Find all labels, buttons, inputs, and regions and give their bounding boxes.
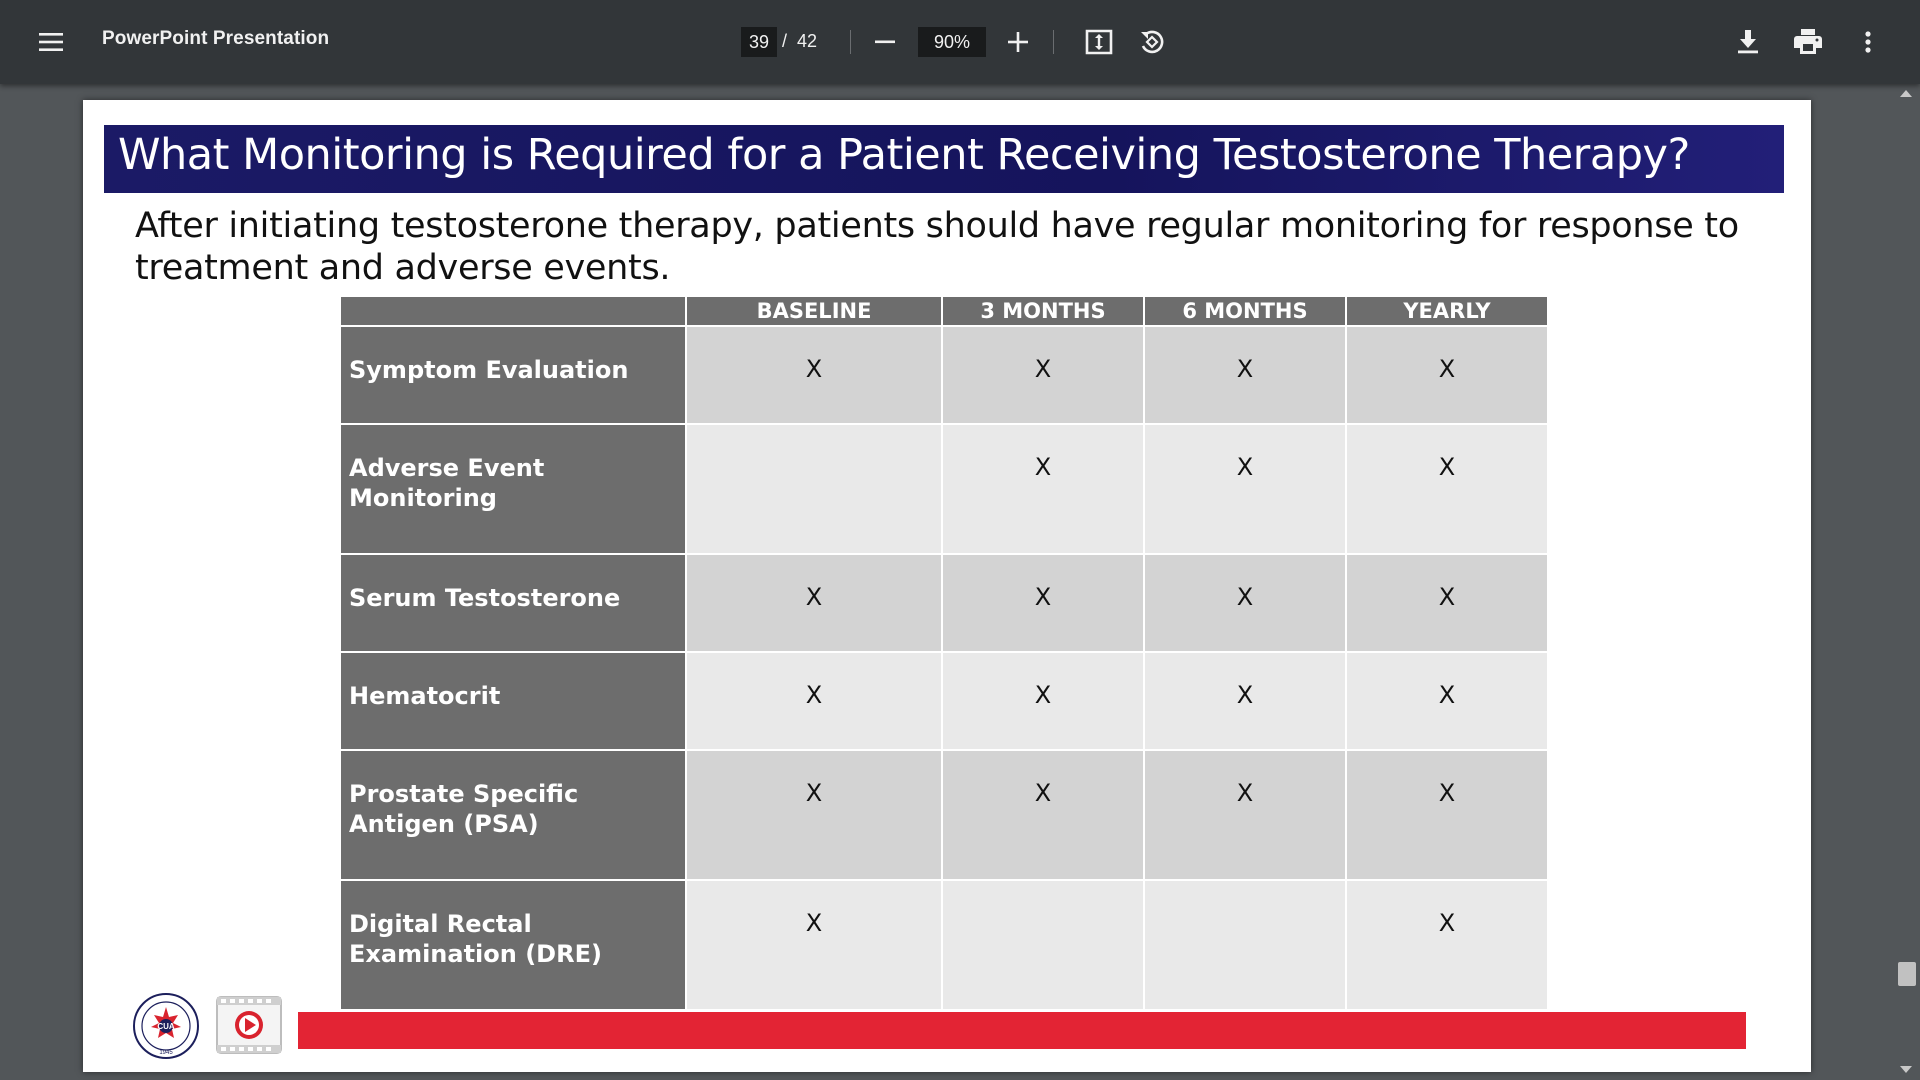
table-cell: X: [1144, 424, 1346, 554]
document-title: PowerPoint Presentation: [102, 28, 330, 49]
menu-icon[interactable]: [32, 22, 72, 62]
zoom-out-button[interactable]: [868, 24, 902, 60]
table-cell: [942, 880, 1144, 1010]
scroll-down-arrow-icon[interactable]: [1900, 1066, 1912, 1073]
slide-intro-text: After initiating testosterone therapy, patients should have regular monitoring for response to treatment and adverse events.: [135, 206, 1739, 288]
row-label: Serum Testosterone: [340, 554, 686, 652]
page-total: 42: [797, 31, 818, 51]
table-cell: [1144, 880, 1346, 1010]
table-row: [340, 326, 1548, 424]
table-cell: X: [686, 652, 942, 750]
table-row: [340, 424, 1548, 554]
print-icon[interactable]: [1788, 22, 1828, 62]
download-icon[interactable]: [1728, 22, 1768, 62]
table-cell: X: [686, 326, 942, 424]
table-cell: X: [942, 652, 1144, 750]
table-header-cell: 3 MONTHS: [942, 296, 1144, 326]
table-cell: X: [1144, 554, 1346, 652]
toolbar-divider: [1053, 30, 1054, 54]
toolbar-divider: [850, 30, 851, 54]
table-cell: X: [942, 750, 1144, 880]
table-cell: X: [686, 750, 942, 880]
table-header-cell: [340, 296, 686, 326]
zoom-input[interactable]: [918, 27, 986, 57]
cua-seal-logo: [133, 993, 199, 1059]
minus-icon: [875, 40, 895, 44]
table-cell: X: [1144, 326, 1346, 424]
more-vert-icon[interactable]: [1848, 22, 1888, 62]
table-cell: X: [1144, 750, 1346, 880]
video-play-icon[interactable]: [216, 996, 282, 1054]
table-row: [340, 652, 1548, 750]
scroll-up-arrow-icon[interactable]: [1900, 90, 1912, 97]
page-separator: /: [782, 31, 788, 51]
table-header-cell: YEARLY: [1346, 296, 1548, 326]
table-header-row: [340, 296, 1548, 326]
table-row: [340, 750, 1548, 880]
table-cell: X: [942, 326, 1144, 424]
page-number-input[interactable]: [741, 27, 777, 57]
slide-title-bar: [104, 125, 1784, 193]
table-cell: X: [686, 554, 942, 652]
slide-title: What Monitoring is Required for a Patient Receiving Testosterone Therapy?: [118, 130, 1690, 180]
table-cell: X: [1346, 652, 1548, 750]
table-header-cell: BASELINE: [686, 296, 942, 326]
scrollbar-thumb[interactable]: [1898, 962, 1916, 986]
rotate-icon[interactable]: [1132, 22, 1172, 62]
zoom-in-button[interactable]: [1001, 24, 1035, 60]
pdf-toolbar: [0, 0, 1920, 84]
monitoring-table: [339, 295, 1549, 1011]
plus-icon: [1008, 32, 1028, 52]
seal-lettering: CUA: [157, 1022, 175, 1031]
row-label: Hematocrit: [340, 652, 686, 750]
footer-red-bar: [298, 1012, 1746, 1049]
table-cell: X: [1144, 652, 1346, 750]
row-label: Digital Rectal Examination (DRE): [340, 880, 686, 1010]
seal-year: 1945: [159, 1050, 173, 1056]
row-label: Prostate Specific Antigen (PSA): [340, 750, 686, 880]
table-row: [340, 880, 1548, 1010]
fit-to-page-icon[interactable]: [1079, 22, 1119, 62]
row-label: Adverse Event Monitoring: [340, 424, 686, 554]
table-cell: X: [942, 554, 1144, 652]
table-cell: X: [1346, 880, 1548, 1010]
table-cell: X: [1346, 424, 1548, 554]
table-cell: X: [1346, 326, 1548, 424]
table-row: [340, 554, 1548, 652]
table-cell: X: [686, 880, 942, 1010]
table-cell: X: [942, 424, 1144, 554]
table-cell: [686, 424, 942, 554]
table-header-cell: 6 MONTHS: [1144, 296, 1346, 326]
table-cell: X: [1346, 554, 1548, 652]
table-cell: X: [1346, 750, 1548, 880]
row-label: Symptom Evaluation: [340, 326, 686, 424]
slide-page: [83, 100, 1811, 1072]
vertical-scrollbar[interactable]: [1894, 84, 1920, 1080]
